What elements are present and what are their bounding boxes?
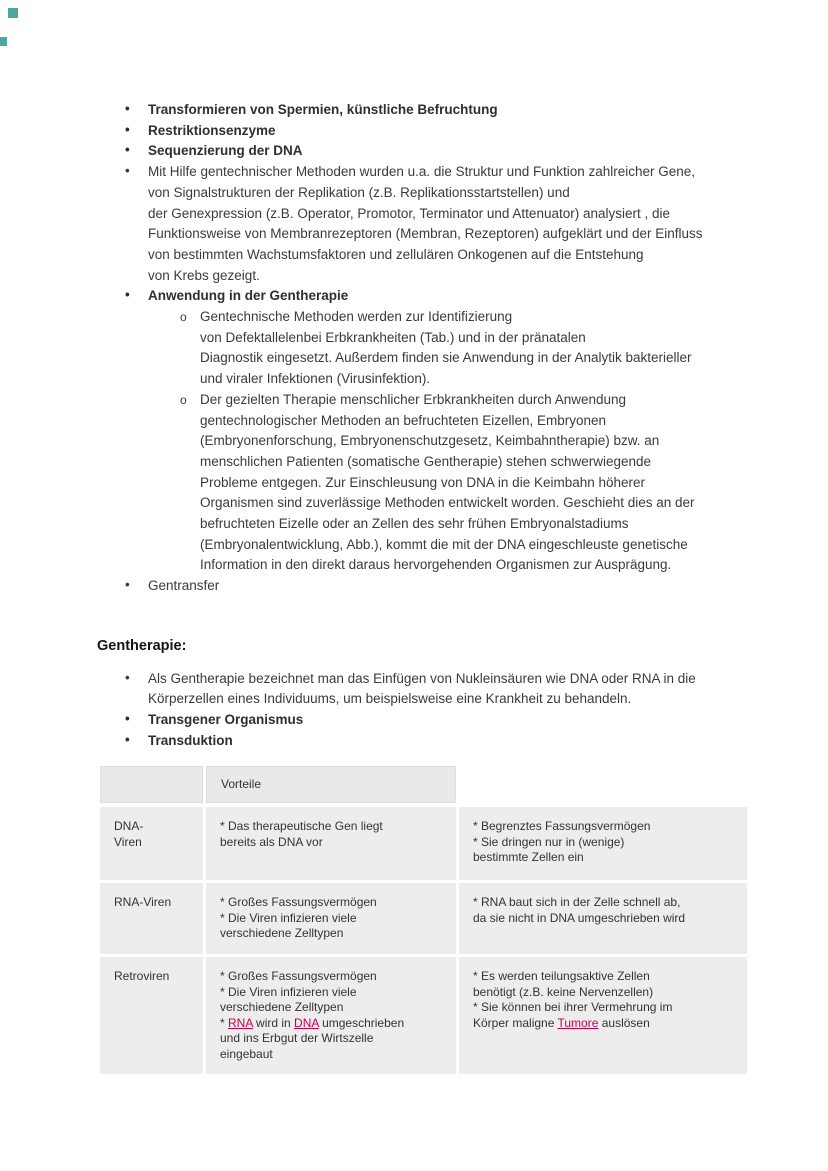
link-dna[interactable]: DNA bbox=[294, 1015, 319, 1030]
cell-line: bereits als DNA vor bbox=[220, 834, 323, 849]
paragraph-line: Mit Hilfe gentechnischer Methoden wurden u.a. die Struktur und Funktion zahlreicher Gene, bbox=[148, 164, 696, 180]
row-label: RNA-Viren bbox=[100, 883, 203, 954]
list-item bbox=[97, 710, 745, 731]
paragraph-line: Probleme entgegen. Zur Einschleusung von DNA in die Keimbahn höherer bbox=[200, 474, 646, 490]
list-item-text: Transduktion bbox=[148, 732, 233, 748]
paragraph-line: der Genexpression (z.B. Operator, Promotor, Terminator und Attenuator) analysiert , die bbox=[148, 205, 671, 221]
cell-line: benötigt (z.B. keine Nervenzellen) bbox=[473, 984, 654, 999]
table-header-cell-hidden bbox=[459, 766, 747, 803]
paragraph-line: (Embryonenforschung, Embryonenschutzgesetz, Keimbahntherapie) bzw. an bbox=[200, 433, 660, 449]
bullet-icon: • bbox=[125, 731, 130, 747]
list-item bbox=[97, 121, 745, 142]
paragraph-line: von Krebs gezeigt. bbox=[148, 267, 260, 283]
cell-line: bestimmte Zellen ein bbox=[473, 850, 584, 865]
row-label: Retroviren bbox=[100, 957, 203, 1074]
paragraph-line: befruchteten Eizelle oder an Zellen des sehr frühen Embryonalstadiums bbox=[200, 516, 629, 532]
list-item-text: Gentransfer bbox=[148, 578, 220, 594]
table-body bbox=[100, 807, 744, 1074]
sub-list-item bbox=[97, 307, 745, 390]
paragraph bbox=[200, 390, 745, 576]
table-cell-advantages bbox=[206, 957, 456, 1074]
cell-line: Körper maligne Tumore auslösen bbox=[473, 1015, 650, 1030]
cell-line: * Begrenztes Fassungsvermögen bbox=[473, 819, 651, 834]
paragraph-line: (Embryonalentwicklung, Abb.), kommt die mit der DNA eingeschleuste genetische bbox=[200, 536, 688, 552]
table-cell-advantages bbox=[206, 883, 456, 954]
paragraph-line: Funktionsweise von Membranrezeptoren (Membran, Rezeptoren) aufgeklärt und der Einfluss bbox=[148, 226, 703, 242]
list-item-text: Anwendung in der Gentherapie bbox=[148, 288, 349, 304]
cell-line: * Sie dringen nur in (wenige) bbox=[473, 834, 625, 849]
paragraph bbox=[148, 162, 745, 286]
paragraph-line: von Defektallelenbei Erbkrankheiten (Tab.) und in der pränatalen bbox=[200, 329, 586, 345]
cell-line: * RNA wird in DNA umgeschrieben bbox=[220, 1015, 405, 1030]
table-header-row bbox=[100, 766, 744, 803]
cell-line: * Die Viren infizieren viele bbox=[220, 910, 357, 925]
paragraph bbox=[148, 669, 745, 710]
list-item-text: Restriktionsenzyme bbox=[148, 122, 276, 138]
list-item bbox=[97, 100, 745, 121]
cell-line: * Großes Fassungsvermögen bbox=[220, 895, 377, 910]
bullet-icon: • bbox=[125, 142, 130, 158]
list-item-text: Transformieren von Spermien, künstliche Befruchtung bbox=[148, 102, 498, 117]
row-label: DNA- Viren bbox=[100, 807, 203, 880]
paragraph-line: von bestimmten Wachstumsfaktoren und zellulären Onkogenen auf die Entstehung bbox=[148, 246, 644, 262]
list-item bbox=[97, 141, 745, 162]
paragraph-line: Gentechnische Methoden werden zur Identifizierung bbox=[200, 309, 513, 325]
sub-list-item bbox=[97, 390, 745, 576]
link-rna[interactable]: RNA bbox=[228, 1015, 253, 1030]
virus-vectors-table bbox=[100, 766, 744, 1074]
table-cell-disadvantages bbox=[459, 807, 747, 880]
corner-marker-icon bbox=[8, 8, 18, 18]
link-tumore[interactable]: Tumore bbox=[557, 1015, 599, 1030]
paragraph-line: Als Gentherapie bezeichnet man das Einfügen von Nukleinsäuren wie DNA oder RNA in die bbox=[148, 670, 696, 686]
list-item bbox=[97, 286, 745, 307]
cell-line: * Sie können bei ihrer Vermehrung im bbox=[473, 1000, 673, 1015]
list-item-text: Sequenzierung der DNA bbox=[148, 143, 303, 159]
cell-line: da sie nicht in DNA umgeschrieben wird bbox=[473, 910, 686, 925]
bullet-icon: • bbox=[125, 669, 130, 685]
table-cell-advantages bbox=[206, 807, 456, 880]
bullet-icon: • bbox=[125, 710, 130, 726]
cell-line: * Das therapeutische Gen liegt bbox=[220, 819, 383, 834]
paragraph-line: Körperzellen eines Individuums, um beispielsweise eine Krankheit zu behandeln. bbox=[148, 691, 632, 707]
sub-bullet-icon: o bbox=[180, 392, 187, 407]
paragraph-line: menschlichen Patienten (somatische Gentherapie) stehen schwerwiegende bbox=[200, 453, 652, 469]
bullet-icon: • bbox=[125, 163, 130, 179]
corner-marker-icon bbox=[0, 37, 7, 46]
cell-line: * Großes Fassungsvermögen bbox=[220, 969, 377, 984]
sub-bullet-icon: o bbox=[180, 310, 187, 325]
paragraph-line: und viraler Infektionen (Virusinfektion). bbox=[200, 371, 431, 387]
list-item bbox=[97, 669, 745, 710]
cell-line: eingebaut bbox=[220, 1046, 273, 1061]
table-cell-disadvantages bbox=[459, 957, 747, 1074]
section-heading: Gentherapie: bbox=[97, 637, 187, 654]
list-item bbox=[97, 576, 745, 597]
paragraph bbox=[200, 307, 745, 390]
bullet-icon: • bbox=[125, 121, 130, 137]
paragraph-line: Der gezielten Therapie menschlicher Erbkrankheiten durch Anwendung bbox=[200, 391, 627, 407]
bullet-icon: • bbox=[125, 287, 130, 303]
cell-line: * Es werden teilungsaktive Zellen bbox=[473, 969, 650, 984]
paragraph-line: Diagnostik eingesetzt. Außerdem finden sie Anwendung in der Analytik bakterieller bbox=[200, 350, 692, 366]
table-header-cell-vorteile: Vorteile bbox=[206, 766, 456, 803]
paragraph-line: Information in den direkt daraus hervorgehenden Organismen zur Ausprägung. bbox=[200, 557, 672, 573]
paragraph-line: von Signalstrukturen der Replikation (z.B. Replikationsstartstellen) und bbox=[148, 184, 570, 200]
cell-line: verschiedene Zelltypen bbox=[220, 926, 344, 941]
cell-line: verschiedene Zelltypen bbox=[220, 1000, 344, 1015]
list-item-text: Transgener Organismus bbox=[148, 711, 304, 727]
cell-line: * RNA baut sich in der Zelle schnell ab, bbox=[473, 895, 681, 910]
table-header-cell-empty bbox=[100, 766, 203, 803]
bullet-icon: • bbox=[125, 101, 130, 116]
cell-line: und ins Erbgut der Wirtszelle bbox=[220, 1031, 374, 1046]
cell-line: * Die Viren infizieren viele bbox=[220, 984, 357, 999]
paragraph-line: Organismen sind zuverlässige Methoden entwickelt worden. Geschieht dies an der bbox=[200, 495, 695, 511]
document-content bbox=[97, 100, 745, 1074]
paragraph-line: gentechnologischer Methoden an befruchteten Eizellen, Embryonen bbox=[200, 412, 607, 428]
list-item bbox=[97, 731, 745, 752]
table-cell-disadvantages bbox=[459, 883, 747, 954]
bullet-icon: • bbox=[125, 577, 130, 593]
list-item bbox=[97, 162, 745, 286]
